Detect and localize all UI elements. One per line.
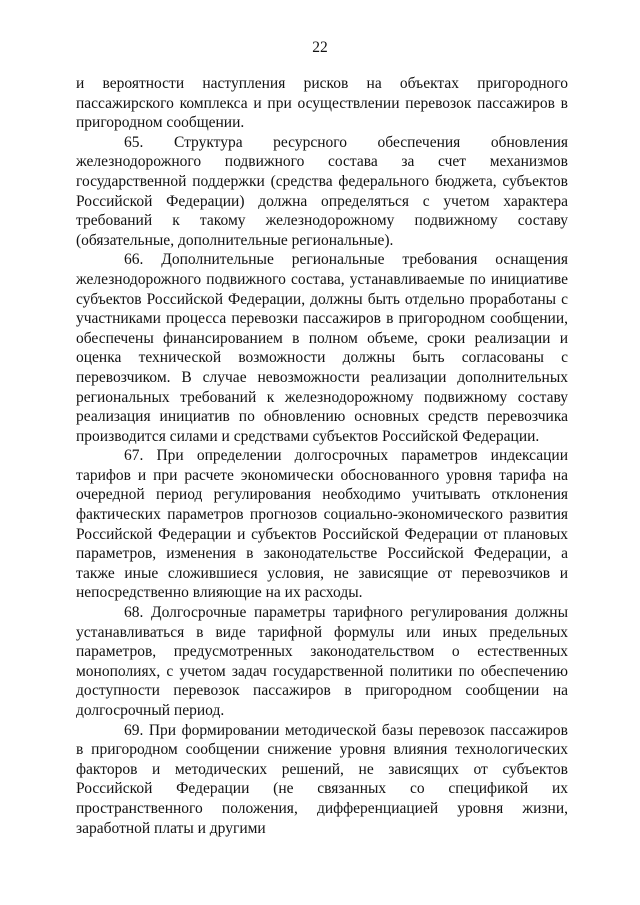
paragraph-text: и вероятности наступления рисков на объектах пригородного пассажирского комплекса и при осуществлении перевозок пассажиров в пригородном сообщении. [76, 75, 568, 132]
document-body [76, 74, 568, 838]
paragraph-text: При формировании методической базы перевозок пассажиров в пригородном сообщении снижение уровня влияния технологических факторов и методических решений, не зависящих от субъектов Российской Федерации (не связанных со спецификой их пространственного положения, дифференциацией уровня жизни, заработной платы и другими [76, 721, 568, 837]
paragraph-text: При определении долгосрочных параметров индексации тарифов и при расчете экономически обоснованного уровня тарифа на очередной период регулирования необходимо учитывать отклонения фактических параметров прогнозов социально-экономического развития Российской Федерации и субъектов Российской Федерации от плановых параметров, изменения в законодательстве Российской Федерации, а также иные сложившиеся условия, не зависящие от перевозчиков и непосредственно влияющие на их расходы. [76, 447, 568, 602]
paragraph-number: 66. [124, 251, 144, 269]
paragraph-68 [76, 603, 568, 721]
paragraph-66 [76, 250, 568, 446]
paragraph-text: Структура ресурсного обеспечения обновления железнодорожного подвижного состава за счет механизмов государственной поддержки (средства федерального бюджета, субъектов Российской Федерации) должна определяться с учетом характера требований к такому железнодорожному подвижному составу (обязательные, дополнительные региональные). [76, 133, 568, 249]
paragraph-text: Долгосрочные параметры тарифного регулирования должны устанавливаться в виде тарифной формулы или иных предельных параметров, предусмотренных законодательством о естественных монополиях, с учетом задач государственной политики по обеспечению доступности перевозок пассажиров в пригородном сообщении на долгосрочный период. [76, 604, 568, 719]
paragraph-number: 67. [124, 447, 144, 465]
paragraph-number: 69. [124, 721, 144, 739]
paragraph-67 [76, 446, 568, 603]
paragraph-text: Дополнительные региональные требования оснащения железнодорожного подвижного состава, устанавливаемые по инициативе субъектов Российской Федерации, должны быть отдельно проработаны с участниками процесса перевозки пассажиров в пригородном сообщении, обеспечены финансированием в полном объеме, сроки реализации и оценка технической возможности должны быть согласованы с перевозчиком. В случае невозможности реализации дополнительных региональных требований к железнодорожному подвижному составу реализация инициатив по обновлению основных средств перевозчика производится силами и средствами субъектов Российской Федерации. [76, 251, 568, 445]
paragraph-number: 65. [124, 133, 144, 151]
paragraph-69 [76, 721, 568, 839]
page-number: 22 [312, 39, 328, 56]
paragraph-continuation [76, 74, 568, 133]
paragraph-65 [76, 133, 568, 251]
paragraph-number: 68. [124, 604, 144, 622]
